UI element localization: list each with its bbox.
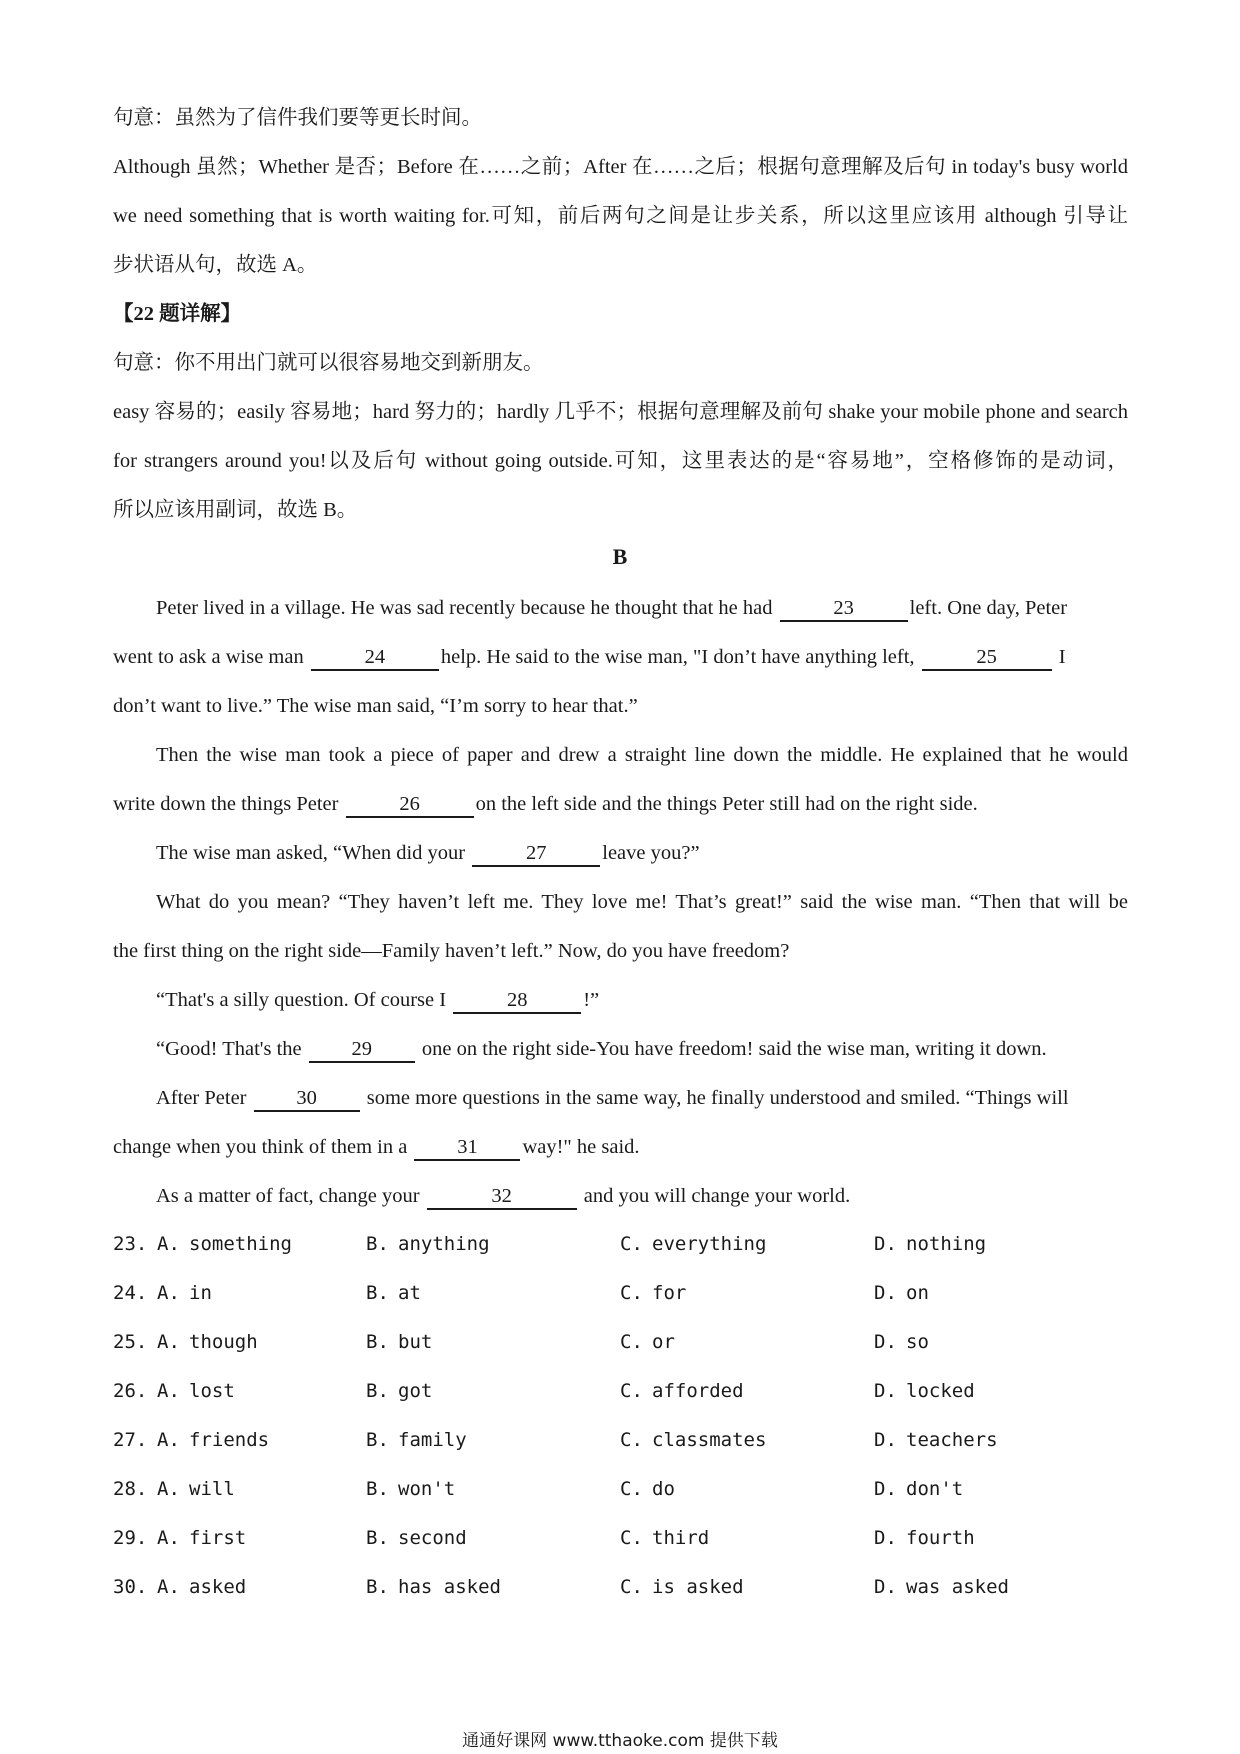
- passage-line: After Peter 30 some more questions in the same way, he finally understood and smiled. “Things will: [156, 1083, 1128, 1113]
- option-letter: B.: [366, 1331, 389, 1353]
- option-letter: A.: [157, 1429, 180, 1451]
- passage-line: As a matter of fact, change your 32 and you will change your world.: [156, 1181, 1128, 1211]
- blank-30: 30: [254, 1086, 360, 1112]
- option-text: was asked: [906, 1576, 1009, 1598]
- option-letter: C.: [620, 1478, 643, 1500]
- option-letter: D.: [874, 1429, 897, 1451]
- option-letter: C.: [620, 1331, 643, 1353]
- question-number: 28.: [113, 1478, 148, 1500]
- question-number: 24.: [113, 1282, 148, 1304]
- blank-27: 27: [472, 841, 600, 867]
- explanation-21-text: we need something that is worth waiting for.可知，前后两句之间是让步关系，所以这里应该用 although 引导让: [113, 205, 1128, 227]
- passage-line: What do you mean? “They haven’t left me. They love me! That’s great!” said the wise man. “Then that will be: [156, 891, 1128, 913]
- passage-line: write down the things Peter 26 on the left side and the things Peter still had on the right side.: [113, 789, 1128, 819]
- passage-line: The wise man asked, “When did your 27 leave you?”: [156, 838, 1128, 868]
- question-number: 25.: [113, 1331, 148, 1353]
- option-letter: D.: [874, 1233, 897, 1255]
- passage-line: don’t want to live.” The wise man said, “I’m sorry to hear that.”: [113, 695, 638, 717]
- passage-line: the first thing on the right side—Family haven’t left.” Now, do you have freedom?: [113, 940, 790, 962]
- option-letter: C.: [620, 1282, 643, 1304]
- question-number: 26.: [113, 1380, 148, 1402]
- option-letter: A.: [157, 1380, 180, 1402]
- explanation-22-text: for strangers around you!以及后句 without going outside.可知，这里表达的是“容易地”，空格修饰的是动词，: [113, 450, 1128, 472]
- question-number: 29.: [113, 1527, 148, 1549]
- option-text: fourth: [906, 1527, 975, 1549]
- option-letter: A.: [157, 1527, 180, 1549]
- passage-line: change when you think of them in a 31 way!" he said.: [113, 1132, 1128, 1162]
- explanation-22-heading: 【22 题详解】: [113, 303, 242, 325]
- passage-line: went to ask a wise man 24 help. He said to the wise man, "I don’t have anything left, 25 I: [113, 642, 1128, 672]
- option-text: has asked: [398, 1576, 501, 1598]
- option-text: so: [906, 1331, 929, 1353]
- option-text: locked: [906, 1380, 975, 1402]
- explanation-22-text: 所以应该用副词，故选 B。: [113, 499, 358, 521]
- blank-25: 25: [922, 645, 1052, 671]
- option-text: at: [398, 1282, 421, 1304]
- explanation-22-text: easy 容易的；easily 容易地；hard 努力的；hardly 几乎不；根据句意理解及前句 shake your mobile phone and search: [113, 401, 1128, 423]
- option-letter: D.: [874, 1282, 897, 1304]
- passage-line: “Good! That's the 29 one on the right side-You have freedom! said the wise man, writing it down.: [156, 1034, 1128, 1064]
- option-text: won't: [398, 1478, 456, 1500]
- option-text: third: [652, 1527, 710, 1549]
- option-text: nothing: [906, 1233, 987, 1255]
- option-letter: A.: [157, 1233, 180, 1255]
- option-text: something: [189, 1233, 292, 1255]
- option-letter: D.: [874, 1331, 897, 1353]
- option-text: teachers: [906, 1429, 998, 1451]
- blank-23: 23: [780, 596, 908, 622]
- option-letter: D.: [874, 1380, 897, 1402]
- option-letter: B.: [366, 1380, 389, 1402]
- blank-28: 28: [453, 988, 581, 1014]
- option-text: don't: [906, 1478, 964, 1500]
- option-text: friends: [189, 1429, 270, 1451]
- option-text: though: [189, 1331, 258, 1353]
- option-text: classmates: [652, 1429, 767, 1451]
- question-number: 27.: [113, 1429, 148, 1451]
- blank-24: 24: [311, 645, 439, 671]
- option-letter: B.: [366, 1576, 389, 1598]
- blank-26: 26: [346, 792, 474, 818]
- option-letter: A.: [157, 1331, 180, 1353]
- option-letter: B.: [366, 1527, 389, 1549]
- option-text: will: [189, 1478, 235, 1500]
- blank-31: 31: [414, 1135, 520, 1161]
- explanation-21-text: 步状语从句，故选 A。: [113, 254, 318, 276]
- option-text: asked: [189, 1576, 247, 1598]
- option-letter: B.: [366, 1478, 389, 1500]
- option-text: for: [652, 1282, 687, 1304]
- footer-text: 通通好课网 www.tthaoke.com 提供下载: [462, 1731, 778, 1751]
- option-letter: D.: [874, 1478, 897, 1500]
- option-letter: B.: [366, 1282, 389, 1304]
- option-text: anything: [398, 1233, 490, 1255]
- option-text: do: [652, 1478, 675, 1500]
- option-letter: A.: [157, 1282, 180, 1304]
- option-text: in: [189, 1282, 212, 1304]
- option-letter: D.: [874, 1527, 897, 1549]
- section-title: B: [612, 544, 628, 569]
- question-number: 30.: [113, 1576, 148, 1598]
- explanation-21-meaning: 句意：虽然为了信件我们要等更长时间。: [113, 107, 482, 129]
- option-letter: A.: [157, 1576, 180, 1598]
- explanation-21-text: Although 虽然；Whether 是否；Before 在……之前；After 在……之后；根据句意理解及后句 in today's busy world: [113, 156, 1128, 178]
- passage-line: Then the wise man took a piece of paper and drew a straight line down the middle. He explained that he would: [156, 744, 1128, 766]
- option-letter: C.: [620, 1233, 643, 1255]
- passage-line: Peter lived in a village. He was sad recently because he thought that he had 23 left. One day, Peter: [156, 593, 1128, 623]
- explanation-22-meaning: 句意：你不用出门就可以很容易地交到新朋友。: [113, 352, 544, 374]
- question-number: 23.: [113, 1233, 148, 1255]
- option-text: family: [398, 1429, 467, 1451]
- option-text: everything: [652, 1233, 767, 1255]
- option-text: afforded: [652, 1380, 744, 1402]
- option-letter: D.: [874, 1576, 897, 1598]
- option-text: but: [398, 1331, 433, 1353]
- option-letter: B.: [366, 1429, 389, 1451]
- option-letter: C.: [620, 1380, 643, 1402]
- option-text: on: [906, 1282, 929, 1304]
- option-letter: A.: [157, 1478, 180, 1500]
- option-text: is asked: [652, 1576, 744, 1598]
- option-text: second: [398, 1527, 467, 1549]
- blank-32: 32: [427, 1184, 577, 1210]
- option-letter: C.: [620, 1429, 643, 1451]
- option-letter: C.: [620, 1576, 643, 1598]
- blank-29: 29: [309, 1037, 415, 1063]
- option-text: or: [652, 1331, 675, 1353]
- option-letter: B.: [366, 1233, 389, 1255]
- option-text: lost: [189, 1380, 235, 1402]
- option-letter: C.: [620, 1527, 643, 1549]
- option-text: first: [189, 1527, 247, 1549]
- option-text: got: [398, 1380, 433, 1402]
- passage-line: “That's a silly question. Of course I 28 !”: [156, 985, 1128, 1015]
